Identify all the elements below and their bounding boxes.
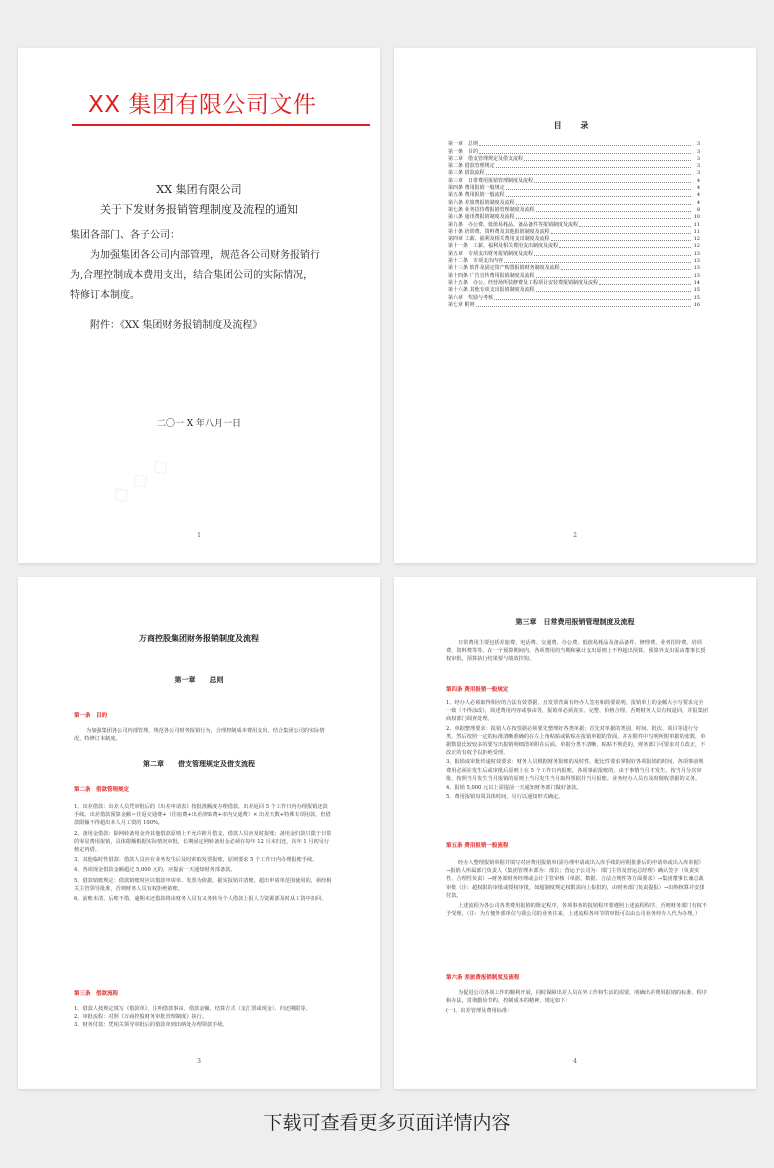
toc-entry-title: 第三条 借款流程 xyxy=(448,170,485,177)
toc-row[interactable] xyxy=(448,293,700,300)
document-page-2[interactable] xyxy=(394,48,756,563)
toc-entry-title: 第一条 目的 xyxy=(448,148,479,155)
toc-leader-dots xyxy=(486,174,691,175)
toc-leader-dots xyxy=(536,211,691,212)
toc-entry-title: 第四条 费用报销一般规定 xyxy=(448,185,505,192)
toc-entry-title: 第十五条 办公、经营场所装修费及工程项目安装费报销制度及流程 xyxy=(448,279,599,286)
toc-entry-title: 第三章 日常费用报销管理制度及流程 xyxy=(448,177,534,184)
toc-entry-page: 3 xyxy=(696,163,700,170)
toc-entry-page: 16 xyxy=(693,301,700,308)
toc-entry-page: 12 xyxy=(693,236,700,243)
article-heading: 第五条 费用报销一般流程 xyxy=(446,843,509,849)
document-page-4[interactable] xyxy=(394,577,756,1089)
toc-entry-page: 13 xyxy=(693,265,700,272)
toc-entry-page: 4 xyxy=(696,185,700,192)
toc-entry-title: 第一章 总则 xyxy=(448,141,479,148)
download-more-caption[interactable]: 下载可查看更多页面详情内容 xyxy=(263,1112,511,1134)
toc-row[interactable] xyxy=(448,249,700,256)
toc-row[interactable] xyxy=(448,286,700,293)
toc-leader-dots xyxy=(476,306,691,307)
article-body: 为加强集团各公司内部管理，规范各公司财务报销行为，合理控制成本费用支出，结合集团公司的实际情况，特修订本制度。 xyxy=(74,728,325,743)
toc-entry-page: 4 xyxy=(696,192,700,199)
toc-row[interactable] xyxy=(448,213,700,220)
article-item: 经办人整理报销单据并填写对应费用报销单(需办理申请或出入库手续的应附批准后的申请单或出入库单据）→报销人所属部门负责人（集团管理本部为：部长；营运子公司为：部门主管及营运总经理）确认签字（负责实性、合理性负责）→财务部财务经理或会计主管审核（单据、数据、合法合规性等方面要求）→集团董事长兼总裁审批（注：超权限的审批或授权审批，如超制度规定权限需向上报批的，由财务部门负责提报）→出纳核算并安排付款。 xyxy=(446,860,705,899)
toc-row[interactable] xyxy=(448,191,700,198)
salutation: 集团各部门、各子公司： xyxy=(70,230,180,241)
table-of-contents xyxy=(448,140,700,308)
toc-row[interactable] xyxy=(448,162,700,169)
toc-entry-page: 10 xyxy=(693,214,700,221)
document-header-title: XX 集团有限公司文件 xyxy=(88,92,317,118)
policy-title: 万商控股集团财务报销制度及流程 xyxy=(139,633,259,643)
toc-entry-title: 第十四条 广告宣传费用报销制度及流程 xyxy=(448,272,535,279)
toc-entry-page: 3 xyxy=(696,148,700,155)
toc-row[interactable] xyxy=(448,169,700,176)
toc-row[interactable] xyxy=(448,228,700,235)
toc-entry-page: 3 xyxy=(696,155,700,162)
toc-entry-title: 第七章 附则 xyxy=(448,301,475,308)
toc-leader-dots xyxy=(479,145,691,146)
toc-row[interactable] xyxy=(448,301,700,308)
chapter-heading: 第三章 日常费用报销管理制度及流程 xyxy=(515,617,635,626)
body-line: 为加强集团各公司内部管理，规范各公司财务报销行 xyxy=(90,250,320,261)
toc-entry-title: 第十条 培训费、资料费及其他报销制度及流程 xyxy=(448,228,550,235)
toc-entry-title: 第十二条 专项支出内容 xyxy=(448,258,504,265)
notice-title-line1: XX 集团有限公司 xyxy=(156,183,242,196)
chapter-heading: 第二章 借支管理规定及借支流程 xyxy=(143,759,255,768)
article-items xyxy=(74,1005,332,1030)
article-items xyxy=(74,803,332,905)
toc-row[interactable] xyxy=(448,271,700,278)
toc-entry-page: 13 xyxy=(693,250,700,257)
toc-leader-dots xyxy=(506,189,691,190)
header-divider xyxy=(72,124,370,126)
toc-leader-dots xyxy=(524,160,691,161)
article-item: 6、前账未清，后账不借，逾期未还借款将由财务人员有义务转为个人借款上报人力资源部及时从工资中扣回。 xyxy=(74,896,327,903)
article-heading: 第三条 借款流程 xyxy=(74,991,119,997)
article-item: 1、经办人必须取得相应的合法有效票据，且发票背面有经办人签名和简要说明。报销单上的金额大小写要求完全一致（不得涂改），简述费用内容或事由等，报销单必须真实、完整、价格合理，否则财务人员有权退回，并报集团商权部门调查处理。 xyxy=(446,700,708,723)
article-item: 2、备用金借款：除网转备用金外其他借款原则上不允许跨月借支，借款人员应及时报账；备用金归款只限于日常的零星费用报销，具体限额根据实际情况审批，长期固定网转备用金必须在每年 12 月末归还，次年 1 月初另行核定再借。 xyxy=(74,830,332,854)
toc-leader-dots xyxy=(536,291,691,292)
article-item: 1、借款人按规定填写《借款单》，注明借款事由、借款金额、结算方式（支汇票或现金）、归还期限等。 xyxy=(74,1006,311,1012)
page-number: 4 xyxy=(573,1058,577,1065)
toc-leader-dots xyxy=(479,153,691,154)
toc-leader-dots xyxy=(506,196,691,197)
toc-entry-title: 第二章 借支管理规定及借支流程 xyxy=(448,155,524,162)
toc-row[interactable] xyxy=(448,176,700,183)
article-subhead: (一)、出差管理及费用标准： xyxy=(446,1008,513,1014)
attachment-line: 附件：《XX 集团财务报销制度及流程》 xyxy=(90,320,263,331)
toc-row[interactable] xyxy=(448,279,700,286)
toc-entry-title: 第七条 业务招待费报销管理制度及流程 xyxy=(448,206,535,213)
toc-row[interactable] xyxy=(448,155,700,162)
toc-row[interactable] xyxy=(448,220,700,227)
toc-row[interactable] xyxy=(448,257,700,264)
article-item: 3、财务付款：凭相关领导审批后的借款单到出纳处办理领款手续。 xyxy=(74,1022,228,1029)
toc-row[interactable] xyxy=(448,198,700,205)
chapter-heading: 第一章 总则 xyxy=(174,675,224,684)
toc-entry-page: 3 xyxy=(696,170,700,177)
toc-entry-title: 第六章 奖励与考核 xyxy=(448,294,494,301)
article-item: 4、各项现金借款金额超过 5,000 元的，应提前一天通知财务部备款。 xyxy=(74,867,236,874)
toc-leader-dots xyxy=(534,255,691,256)
toc-entry-page: 12 xyxy=(693,243,700,250)
article-item: 2、单据整理要求：报销人在按票据必须要先整理好各类单据；首先对单据的类别、时间、批次、项目等进行分类，然后按照一定的标准清晰准确的在左上角粘贴或粘贴在报销单据的背面，并在附件中写明所附单据的张数，单据数量比较较多的要写出报销明细清单附在后面。单据分类不清晰、粘贴不规范的，财务部门可要求对方改正，不改正的有权予以拒绝受理。 xyxy=(446,725,706,757)
toc-entry-title: 第五条 费用报销一般流程 xyxy=(448,192,505,199)
watermark: ◇ ◇ ◇ xyxy=(106,451,175,510)
article-item: 5、费用报销每周具体时间，另行以通知形式确定。 xyxy=(446,794,564,801)
page-number: 2 xyxy=(573,532,577,539)
toc-leader-dots xyxy=(534,182,691,183)
page-number: 1 xyxy=(197,532,201,539)
article-heading: 第四条 费用报销一般规定 xyxy=(446,687,509,693)
toc-entry-page: 3 xyxy=(696,141,700,148)
toc-row[interactable] xyxy=(448,147,700,154)
article-items xyxy=(446,699,708,802)
toc-row[interactable] xyxy=(448,184,700,191)
toc-leader-dots xyxy=(536,277,691,278)
toc-leader-dots xyxy=(496,167,691,168)
article-item: 3、报销或审批传递时效要求：财务人员根据财务报账的及时性、配比性要求掌握好各项报销的时间，各项事前规费用必须在发生后或审批后原则上在 5 个工作日内报账。各项事前报账的，由于事情当月才发生，按当月分次审批，按照当月发生当月报销的原则上当月发生当月取得票据并当月报账。业务经办人员有及时催收票据的义务。 xyxy=(446,759,704,782)
toc-entry-title: 第六条 差旅费报销制度及流程 xyxy=(448,199,515,206)
article-item: 上述流程为各公司各类费用报销的既定程序，各项事务的报销程序要遵照上述流程程序，否则财务部门有权不予受理。（注：为方便外部单位与我公司的业务往来，上述流程各环节的审批可以由公司业务经办人代为办理。） xyxy=(446,903,708,918)
toc-row[interactable] xyxy=(448,140,700,147)
toc-entry-title: 第十六条 其他专项支出报销制度及流程 xyxy=(448,287,535,294)
toc-entry-page: 13 xyxy=(693,258,700,265)
toc-entry-page: 15 xyxy=(693,294,700,301)
toc-entry-title: 第四章 工薪、福利及相关费用支出制度及流程 xyxy=(448,236,550,243)
article-body: 为促进公司各项工作的顺利开展，同时保障出差人员在外工作和生活的需要，明确出差费用报销的标准、程序和办法，贯彻勤俭节约、控制成本的精神，规定如下： xyxy=(446,990,708,1005)
toc-entry-title: 第二条 借款管理规定 xyxy=(448,163,495,170)
body-line: 特修订本制度。 xyxy=(70,290,140,301)
toc-leader-dots xyxy=(551,233,691,234)
toc-entry-title: 第五章 专项支出财务报销制度及流程 xyxy=(448,250,534,257)
toc-leader-dots xyxy=(579,226,691,227)
toc-entry-page: 8 xyxy=(696,206,700,213)
document-page-1[interactable] xyxy=(18,48,380,563)
toc-leader-dots xyxy=(599,284,691,285)
toc-entry-page: 11 xyxy=(693,228,700,235)
page-number: 3 xyxy=(197,1058,201,1065)
toc-entry-page: 13 xyxy=(693,272,700,279)
toc-leader-dots xyxy=(561,269,691,270)
toc-entry-title: 第九条 办公费、低值易耗品、备品备件等报销制度及流程 xyxy=(448,221,579,228)
article-item: 1、出差借款：出差人员凭审批后的《出差申请表》按批准额度办理借款，出差返回 5 个工作日内办理报销还款手续。出差借款预算金额＝往返交通费+（住宿费+出差津贴费+市内交通费）× 出差天数+特殊专项用款，但借款限额不得超出本人月工资的 100%。 xyxy=(74,804,331,827)
toc-leader-dots xyxy=(504,262,691,263)
toc-entry-page: 11 xyxy=(693,221,700,228)
article-heading: 第六条 差旅费报销制度及流程 xyxy=(446,975,520,981)
toc-entry-title: 第十三条 软件及固定资产购置报销财务制度及流程 xyxy=(448,265,560,272)
toc-entry-page: 15 xyxy=(693,287,700,294)
toc-entry-title: 第八条 通讯费报销制度及流程 xyxy=(448,214,515,221)
article-heading: 第二条 借款管理规定 xyxy=(74,787,130,793)
toc-row[interactable] xyxy=(448,235,700,242)
toc-entry-page: 14 xyxy=(693,279,700,286)
toc-row[interactable] xyxy=(448,264,700,271)
notice-date: 二〇一 X 年八月一日 xyxy=(156,419,242,429)
toc-entry-page: 4 xyxy=(696,199,700,206)
article-item: 5、借款销账规定：借款销账时应以借款申请单、发票为依据，据实报销并清账。超出申请单范围使用的，须经相关主管领导批准，否则财务人员有权拒绝销账。 xyxy=(74,877,332,892)
notice-body xyxy=(70,226,344,336)
article-items xyxy=(446,859,708,920)
article-item: 4、报销 5,000 元以上需提前一天通知财务部门做好备款。 xyxy=(446,785,582,792)
toc-leader-dots xyxy=(551,240,691,241)
toc-entry-page: 4 xyxy=(696,177,700,184)
body-line: 为,合理控制成本费用支出，结合集团公司的实际情况， xyxy=(70,270,314,281)
toc-row[interactable] xyxy=(448,242,700,249)
toc-leader-dots xyxy=(516,218,691,219)
toc-leader-dots xyxy=(494,299,691,300)
article-heading: 第一条 目的 xyxy=(74,713,108,719)
document-page-3[interactable] xyxy=(18,577,380,1089)
chapter-intro: 日常费用主要包括差旅费、电话费、交通费、办公费、低值易耗品及备品备件、修理费、业务招待费、培训费、资料费等等。在一个预算期间内，各项费用的当期和累计支出原则上不得超出预算，预算外支出需由董事长授权审批，预算执行结果要与绩效挂钩。 xyxy=(446,640,706,663)
notice-title-line2: 关于下发财务报销管理制度及流程的通知 xyxy=(100,203,298,216)
article-item: 3、其他临时性借款：借款人员应在业务发生后及时索取发票报账，原则要求 5 个工作日内办理报账手续。 xyxy=(74,857,318,864)
toc-leader-dots xyxy=(559,247,691,248)
toc-leader-dots xyxy=(516,204,691,205)
toc-title: 目 录 xyxy=(553,120,597,130)
article-item: 2、审批流程：对照《万商控股财务审批管理制度》执行。 xyxy=(74,1014,207,1021)
toc-row[interactable] xyxy=(448,206,700,213)
toc-entry-title: 第十一条 工薪、福利及相关费用支出制度及流程 xyxy=(448,243,559,250)
